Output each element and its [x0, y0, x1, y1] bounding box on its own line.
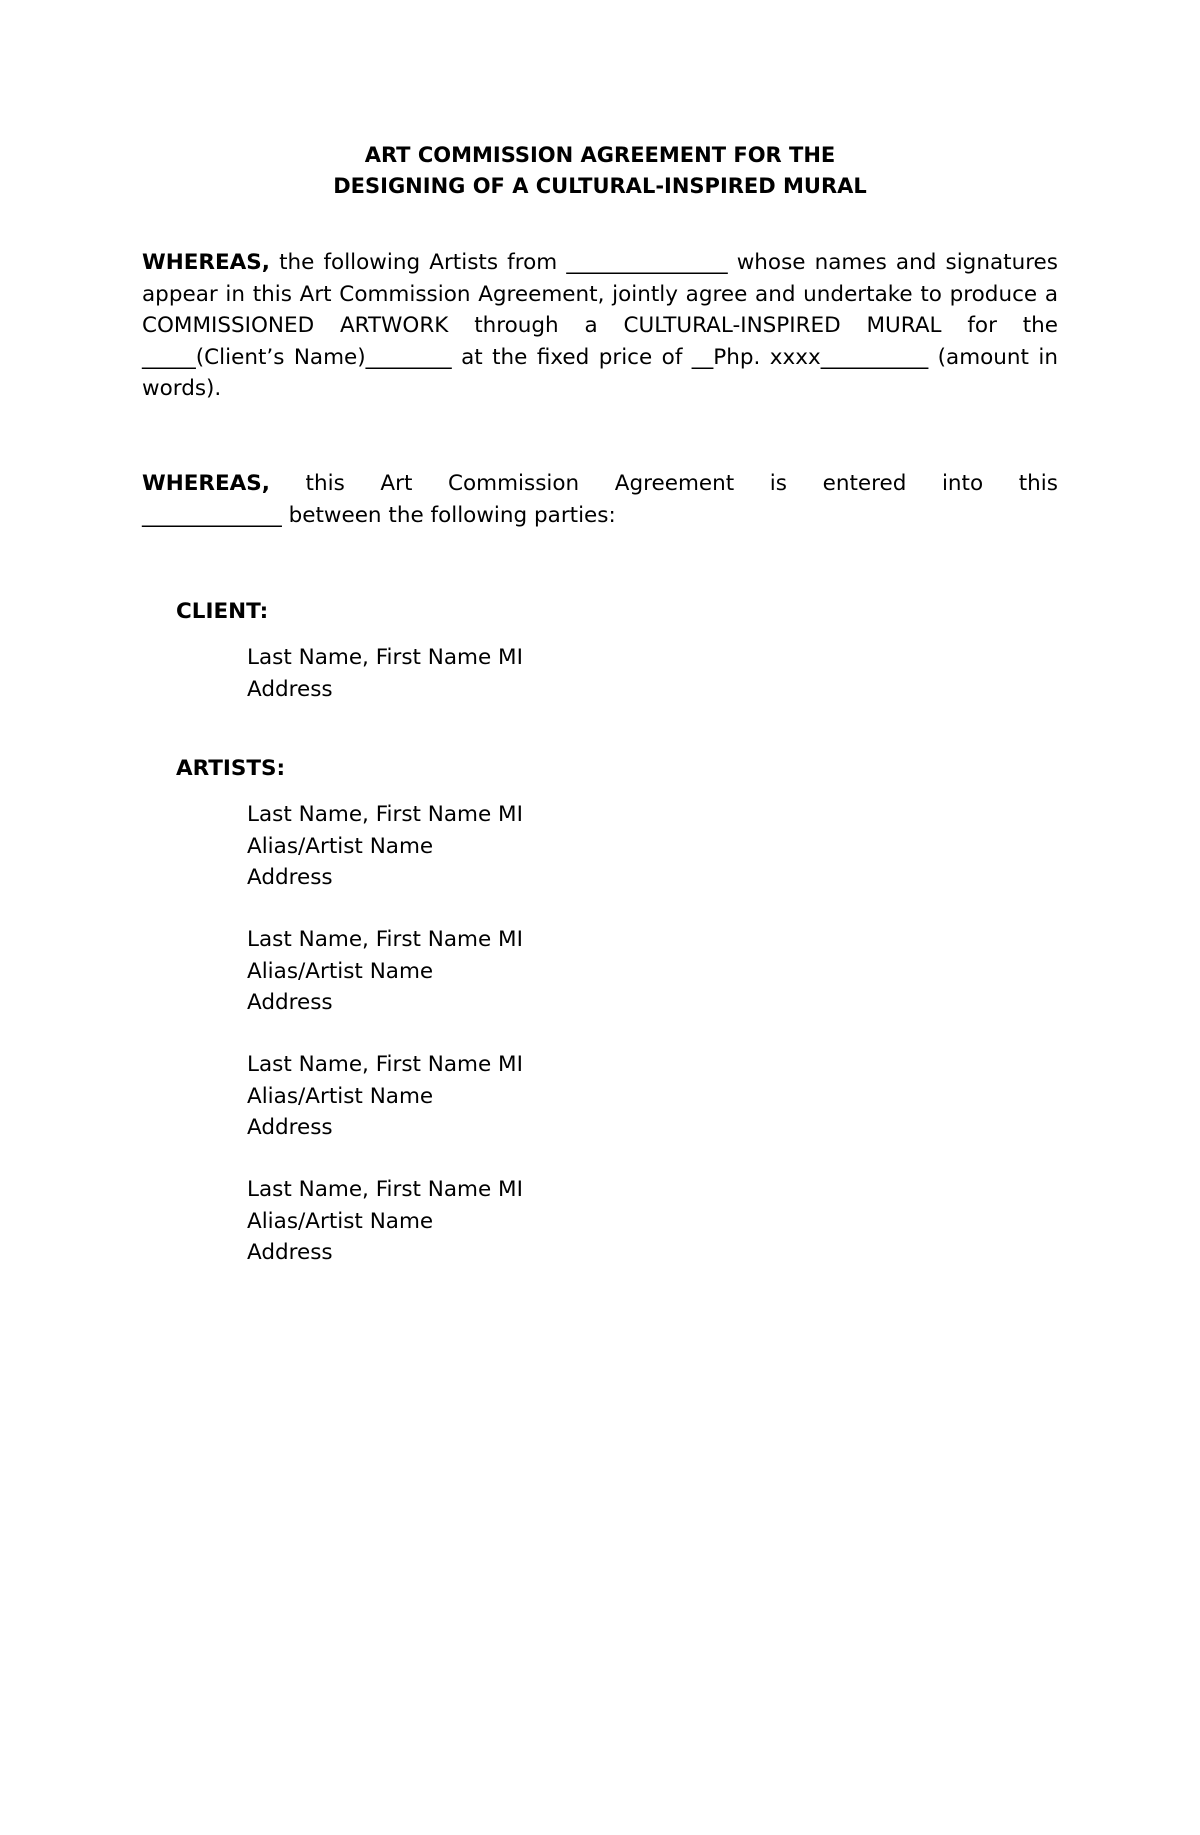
- client-label: CLIENT:: [176, 599, 269, 624]
- artist-address: Address: [247, 990, 333, 1015]
- artist-alias: Alias/Artist Name: [247, 833, 434, 859]
- artist-entry: [247, 924, 523, 1019]
- artist-alias: Alias/Artist Name: [247, 958, 434, 984]
- artist-address: Address: [247, 865, 333, 890]
- artist-name: Last Name, First Name MI: [247, 1177, 523, 1202]
- title-line-1: ART COMMISSION AGREEMENT FOR THE: [364, 143, 836, 167]
- artist-address: Address: [247, 1115, 333, 1140]
- artist-entry: [247, 1174, 523, 1269]
- paragraph-text: the following Artists from _______________ whose names and signatures appear in this Art Commission Agreement, jointly agree and undertake to produce a COMMISSIONED ARTWORK through a CULTURAL-INSPIRED MURAL for the _____(Client’s Name)________ at the fixed price of __Php. xxxx__________ (amount in words).: [142, 250, 1058, 401]
- whereas-lead: WHEREAS,: [142, 471, 270, 496]
- document-title: [142, 140, 1058, 202]
- artists-label: ARTISTS:: [176, 756, 286, 781]
- client-entry: [247, 642, 523, 705]
- artist-address: Address: [247, 1240, 333, 1265]
- artist-name: Last Name, First Name MI: [247, 927, 523, 952]
- whereas-paragraph-2: [142, 468, 1058, 531]
- whereas-paragraph-1: [142, 247, 1058, 405]
- title-line-2: DESIGNING OF A CULTURAL-INSPIRED MURAL: [333, 174, 867, 198]
- artist-name: Last Name, First Name MI: [247, 1052, 523, 1077]
- artist-alias: Alias/Artist Name: [247, 1083, 434, 1109]
- artist-entry: [247, 1049, 523, 1144]
- client-address: Address: [247, 676, 333, 702]
- artist-entry: [247, 799, 523, 894]
- paragraph-line: [142, 468, 1058, 500]
- paragraph-line: _____________ between the following parties:: [142, 502, 616, 528]
- artist-name: Last Name, First Name MI: [247, 802, 523, 827]
- artist-alias: Alias/Artist Name: [247, 1208, 434, 1234]
- whereas-lead: WHEREAS,: [142, 250, 270, 275]
- client-name: Last Name, First Name MI: [247, 645, 523, 670]
- paragraph-text: this Art Commission Agreement is entered into this: [269, 471, 1058, 496]
